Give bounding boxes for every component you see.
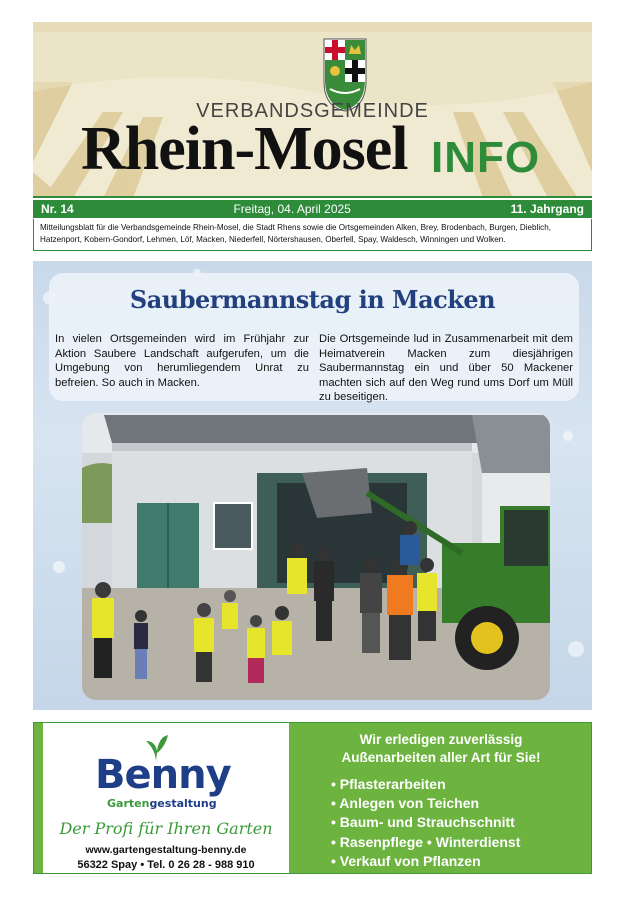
ad-headline-line2: Außenarbeiten aller Art für Sie! — [341, 750, 541, 765]
service-item: • Pflasterarbeiten — [331, 775, 520, 794]
group-photo-icon — [82, 413, 550, 700]
masthead-info: INFO — [431, 133, 541, 182]
service-item: • Baum- und Strauchschnitt — [331, 813, 520, 832]
article-headline: Saubermannstag in Macken — [129, 285, 496, 314]
issue-number: Nr. 14 — [41, 202, 74, 216]
ad-address: 56322 Spay • Tel. 0 26 28 - 988 910 — [77, 859, 255, 871]
services-list — [331, 775, 520, 871]
service-item: • Anlegen von Teichen — [331, 794, 520, 813]
article-column-right: Die Ortsgemeinde lud in Zusammenarbeit mit dem Heimatverein Macken zum diesjährigen Saubermannstag ein und über 50 Mackener machten sich auf den Weg rund ums Dorf um Müll zu beseitigen. — [319, 333, 573, 403]
issue-bar — [33, 200, 592, 218]
snowflake-decoration — [53, 561, 65, 573]
advertisement — [33, 722, 592, 874]
ad-logo-panel — [34, 723, 289, 874]
issue-date: Freitag, 04. April 2025 — [233, 202, 351, 216]
ad-headline — [289, 731, 592, 767]
article-column-left: In vielen Ortsgemeinden wird im Frühjahr zur Aktion Saubere Landschaft aufgerufen, um die Umgebung von herumliegendem Unrat zu befreien. So auch in Macken. — [55, 333, 309, 389]
issue-volume: 11. Jahrgang — [510, 202, 584, 216]
publication-description: Mitteilungsblatt für die Verbandsgemeinde Rhein-Mosel, die Stadt Rhens sowie die Ortsgemeinden Alken, Brey, Brodenbach, Burgen, Dieblich, Hatzenport, Kobern-Gondorf, Lehmen, Löf, Macken, Niederfell, Nörtershausen, Oberfell, Spay, Waldesch, Winningen und Wolken. — [33, 219, 592, 251]
brand-name: Benny — [95, 752, 231, 798]
feature-article — [33, 261, 592, 710]
snowflake-decoration — [563, 431, 573, 441]
service-item: • Rasenpflege • Winterdienst — [331, 833, 520, 852]
masthead — [33, 22, 592, 198]
org-line: VERBANDSGEMEINDE — [196, 100, 429, 122]
brand-tagline-part1: Garten — [107, 797, 150, 810]
brand-tagline — [107, 797, 217, 810]
ad-website: www.gartengestaltung-benny.de — [85, 844, 247, 856]
masthead-title: Rhein-Mosel — [81, 115, 408, 183]
ad-services-panel — [289, 723, 592, 874]
brand-tagline-part2: gestaltung — [149, 797, 217, 810]
brand-logo — [95, 733, 255, 810]
ad-headline-line1: Wir erledigen zuverlässig — [359, 732, 523, 747]
service-item: • Verkauf von Pflanzen — [331, 852, 520, 871]
snowflake-decoration — [568, 641, 584, 657]
ad-slogan: Der Profi für Ihren Garten — [59, 819, 273, 838]
